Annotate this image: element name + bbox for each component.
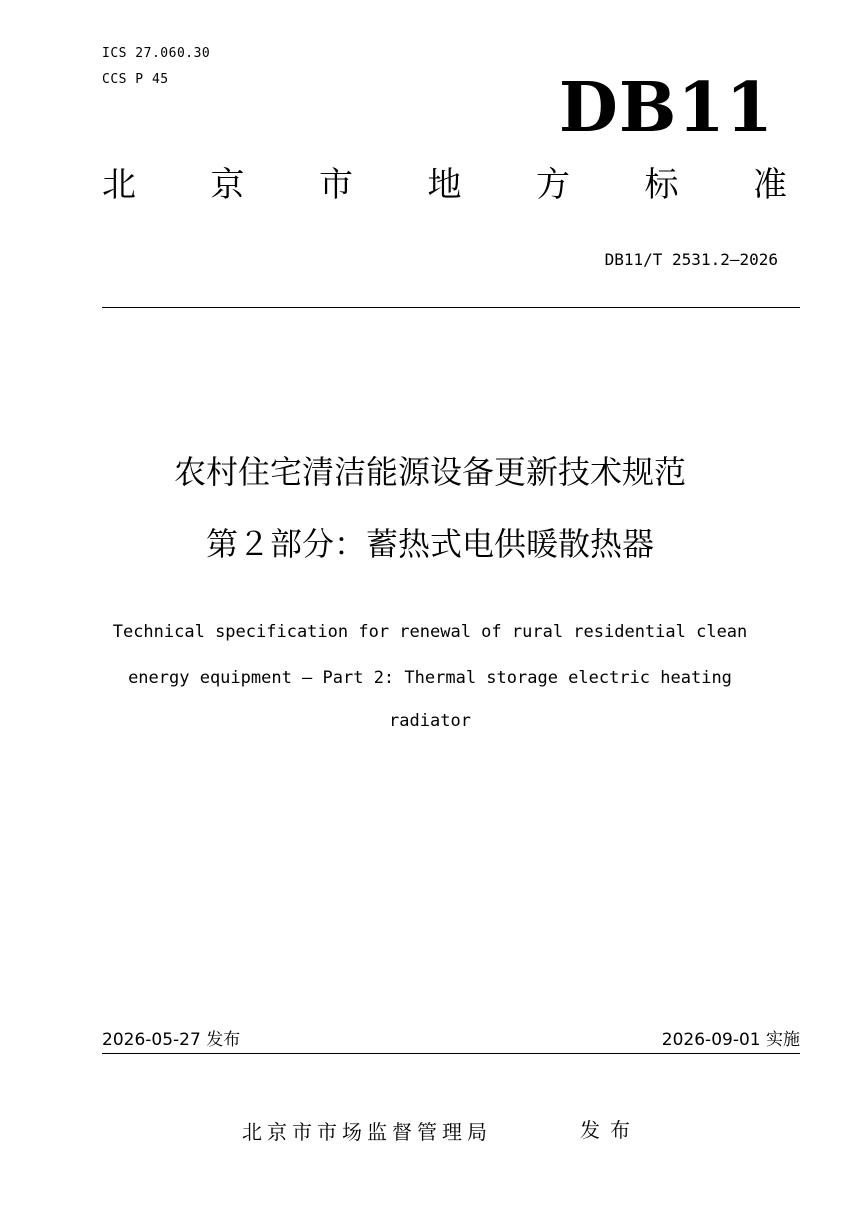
standard-type-char: 准 <box>753 165 787 205</box>
bottom-divider <box>102 1053 800 1054</box>
publish-label: 发布 <box>580 1118 640 1142</box>
standard-type-title <box>102 165 787 205</box>
english-title-line1: Technical specification for renewal of rural residential clean <box>112 622 748 642</box>
standard-type-char: 标 <box>644 165 679 205</box>
implementation-date: 2026-09-01 实施 <box>661 1030 800 1050</box>
standard-type-char: 京 <box>210 165 245 205</box>
ics-code: ICS 27.060.30 <box>102 46 211 61</box>
ccs-code: CCS P 45 <box>102 72 169 87</box>
english-title-line3: radiator <box>389 711 471 731</box>
standard-type-char: 北 <box>102 165 136 205</box>
db11-logo: DB11 <box>558 68 774 148</box>
publisher-name: 北京市市场监督管理局 <box>242 1120 492 1144</box>
english-title-line2: energy equipment — Part 2: Thermal storage electric heating <box>128 668 732 688</box>
chinese-title-line2: 第２部分：蓄热式电供暖散热器 <box>205 525 654 563</box>
standard-number: DB11/T 2531.2—2026 <box>604 250 778 269</box>
issue-date: 2026-05-27 发布 <box>102 1030 241 1050</box>
standard-type-char: 地 <box>427 165 462 205</box>
chinese-title-line1: 农村住宅清洁能源设备更新技术规范 <box>173 453 686 491</box>
standard-type-char: 市 <box>319 165 353 205</box>
standard-type-char: 方 <box>536 165 570 205</box>
top-divider <box>102 307 800 308</box>
